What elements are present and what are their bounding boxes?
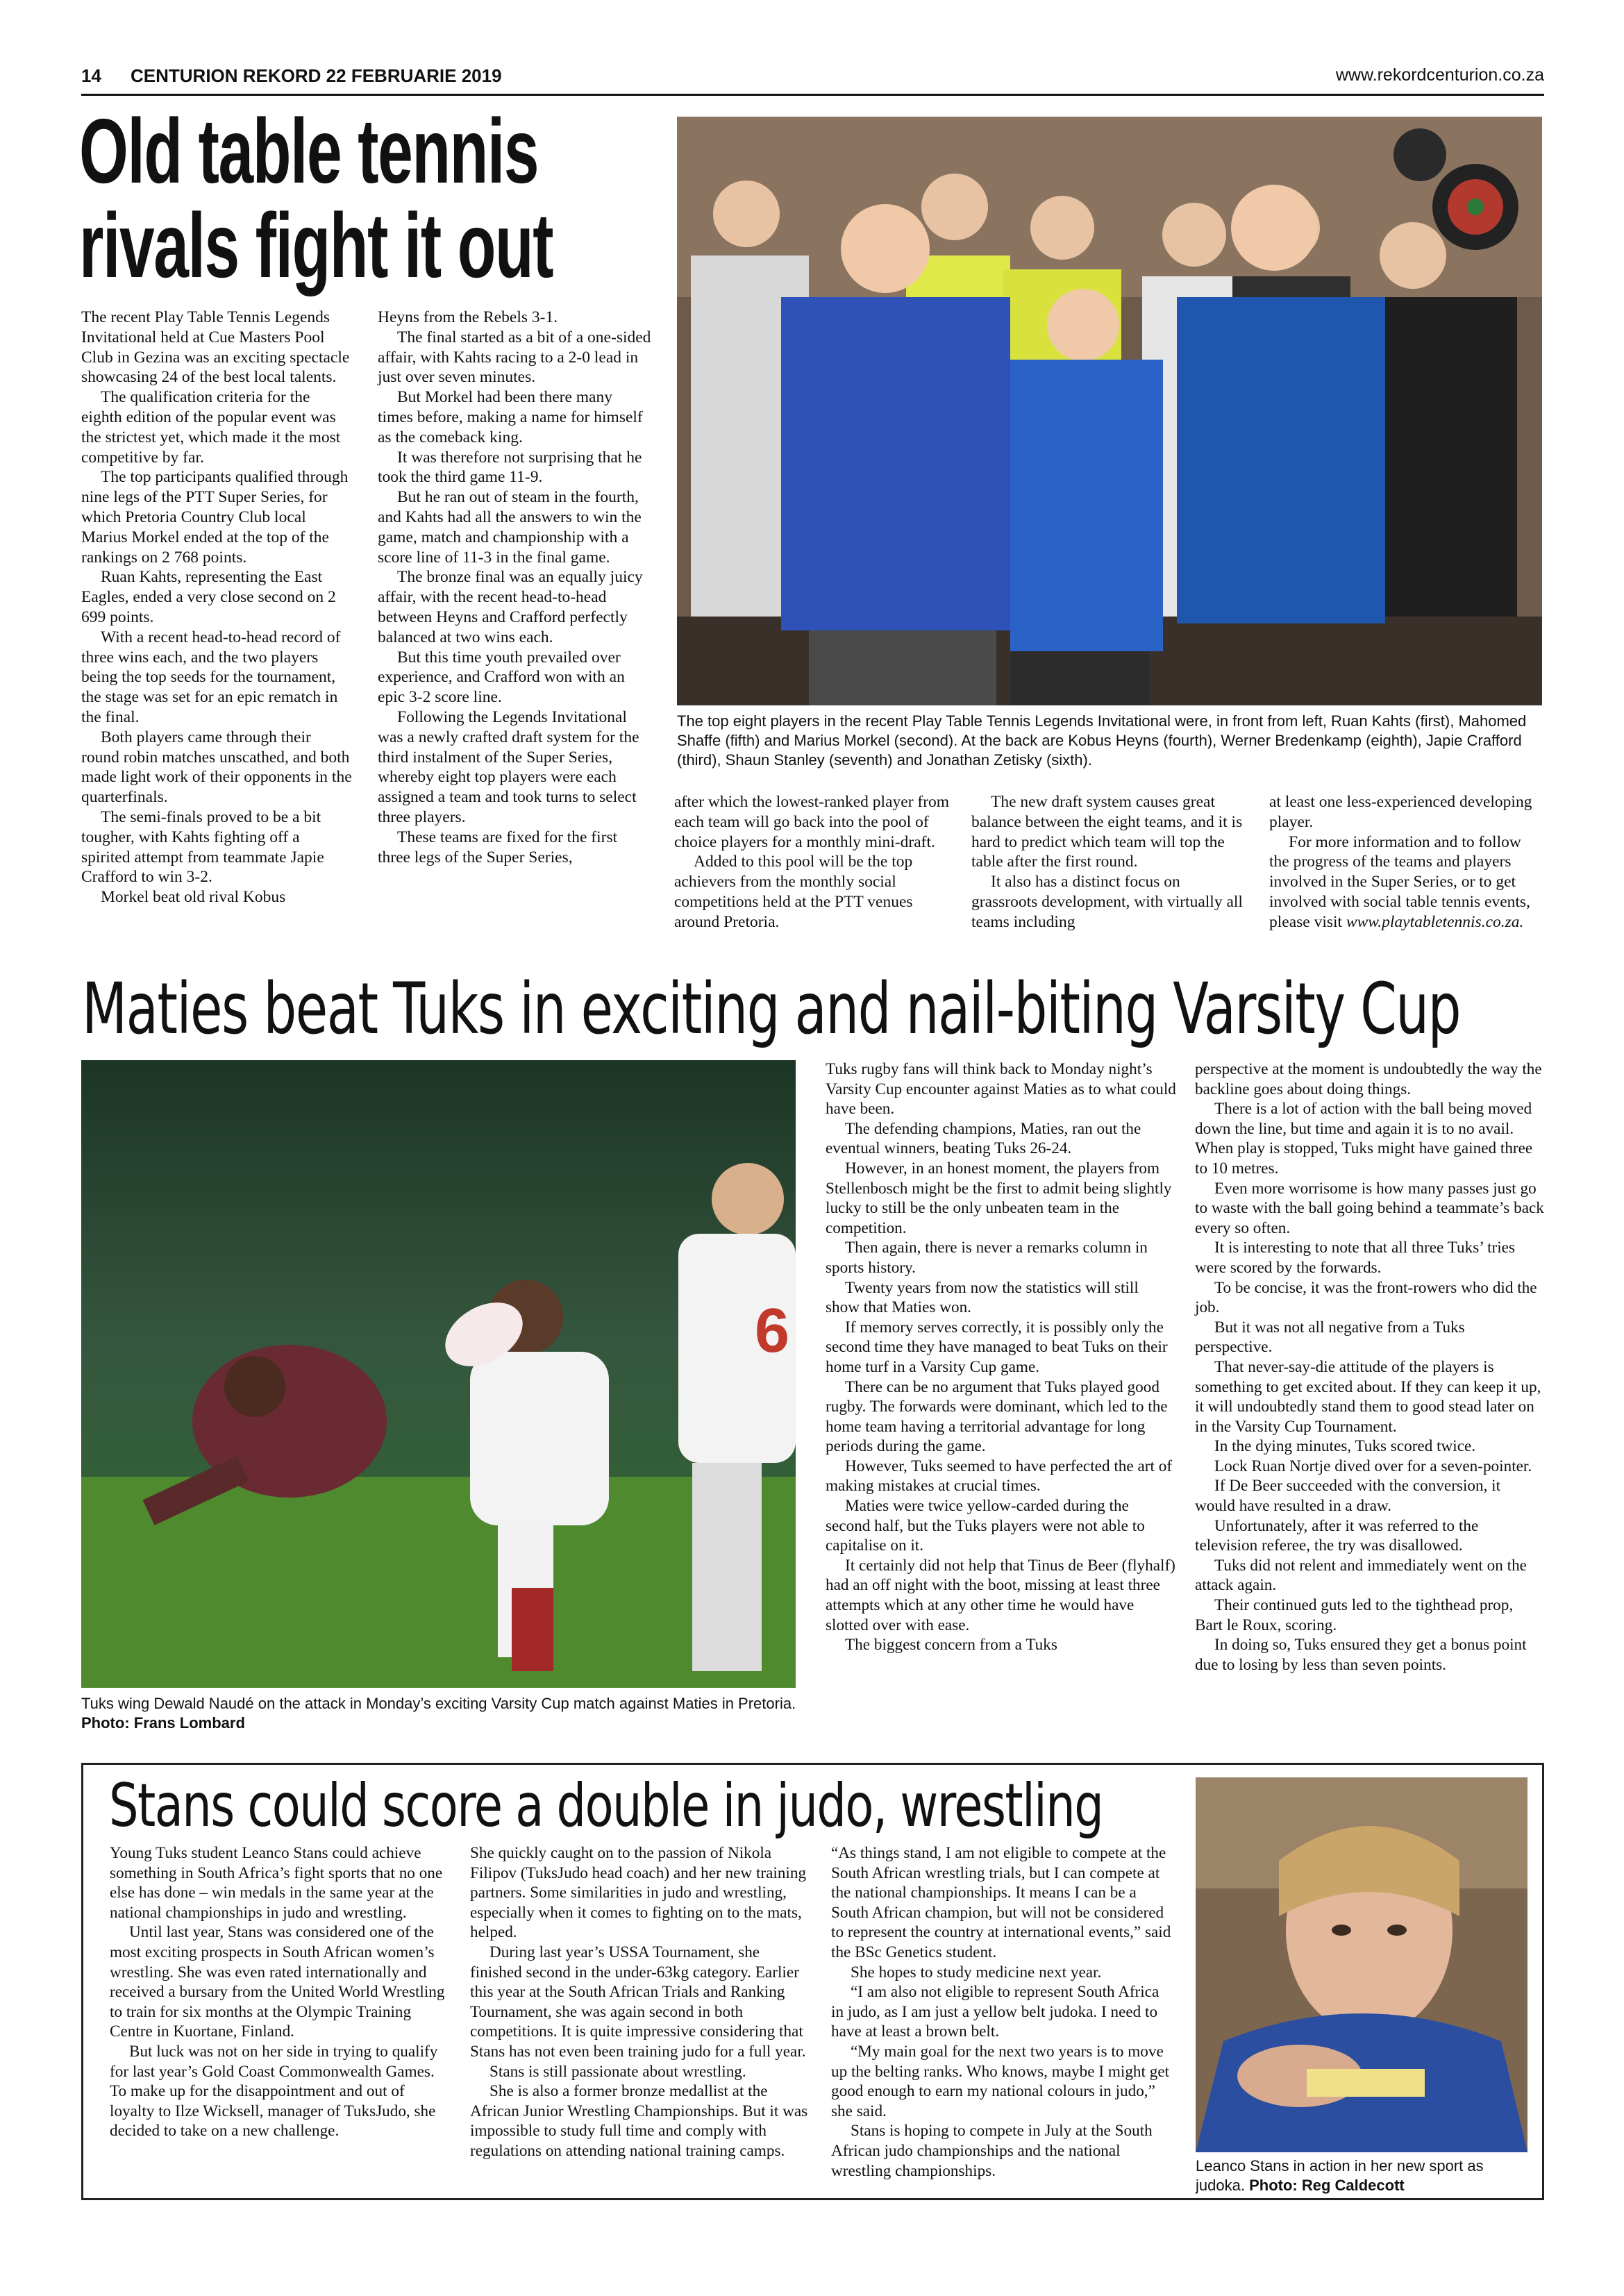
caption-text: Tuks wing Dewald Naudé on the attack in Monday’s exciting Varsity Cup match against Maties in Pretoria. <box>81 1695 796 1712</box>
story3-column-3 <box>831 1843 1175 2181</box>
paragraph: Ruan Kahts, representing the East Eagles, ended a very close second on 2 699 points. <box>81 568 336 626</box>
paragraph: That never-say-die attitude of the players is something to get excited about. If they can keep it up, it will undoubtedly stand them to good stead later on in the Varsity Cup Tournament. <box>1195 1357 1541 1436</box>
paragraph: Both players came through their round robin matches unscathed, and both made light work of their opponents in the quarterfinals. <box>81 728 352 807</box>
paragraph-text: For more information and to follow the progress of the teams and players involved in the Super Series, or to get involved with social table tennis events, please visit <box>1269 832 1530 931</box>
photo-credit: Photo: Frans Lombard <box>81 1714 245 1732</box>
story2-headline: Maties beat Tuks in exciting and nail-biting Varsity Cup <box>82 968 1461 1050</box>
story1-headline <box>79 100 678 296</box>
story1-column-1 <box>81 308 352 907</box>
playtabletennis-link[interactable]: www.playtabletennis.co.za. <box>1346 912 1524 931</box>
paragraph: The qualification criteria for the eighth edition of the popular event was the strictest yet, which made it the most competitive by far. <box>81 388 341 467</box>
paragraph <box>1269 832 1544 932</box>
paragraph: Until last year, Stans was considered one of the most exciting prospects in South African women’s wrestling. She was even rated internationally and received a bursary from the United World Wrestling to train for six months at the Olympic Training Centre in Kuortane, Finland. <box>110 1923 445 2041</box>
paragraph: Following the Legends Invitational was a newly crafted draft system for the third instalment of the Super Series, whereby eight top players were each assigned a team and took turns to select three players. <box>378 707 639 826</box>
paragraph: The final started as a bit of a one-sided affair, with Kahts racing to a 2-0 lead in just over seven minutes. <box>378 328 651 387</box>
paragraph: But this time youth prevailed over experience, and Crafford won with an epic 3-2 score line. <box>378 648 625 707</box>
paragraph: There is a lot of action with the ball being moved down the line, but time and again it is to no avail. When play is stopped, Tuks might have gained three to 10 metres. <box>1195 1100 1533 1178</box>
paragraph: During last year’s USSA Tournament, she finished second in the under-63kg category. Earlier this year at the South African Trials and Ranking Tournament, she was again second in both competitions. It is quite impressive considering that Stans has not even been training judo for a full year. <box>470 1943 806 2061</box>
paragraph: It also has a distinct focus on grassroots development, with virtually all teams including <box>971 873 1243 931</box>
paragraph: However, Tuks seemed to have perfected the art of making mistakes at crucial times. <box>826 1457 1173 1495</box>
paragraph: But Morkel had been there many times before, making a name for himself as the comeback king. <box>378 388 643 446</box>
story1-column-2 <box>378 308 651 867</box>
story1-column-3 <box>674 792 951 932</box>
story2-column-1 <box>826 1059 1176 1655</box>
paragraph: Heyns from the Rebels 3-1. <box>378 308 558 326</box>
paragraph: “As things stand, I am not eligible to compete at the South African wrestling trials, but I can compete at the national championships. It means I can be a South African champion, but will not be considered to represent the country at international events,” said the BSc Genetics student. <box>831 1844 1171 1961</box>
story3-headline: Stans could score a double in judo, wrestling <box>109 1771 1103 1841</box>
publication-title: CENTURION REKORD 22 FEBRUARIE 2019 <box>131 65 502 86</box>
paragraph: She is also a former bronze medallist at the African Junior Wrestling Championships. But it was impossible to study full time and comply with regulations on attending national training camps. <box>470 2082 808 2160</box>
paragraph: The defending champions, Maties, ran out the eventual winners, beating Tuks 26-24. <box>826 1119 1141 1158</box>
paragraph: Their continued guts led to the tighthead prop, Bart le Roux, scoring. <box>1195 1596 1514 1634</box>
photo-credit: Photo: Reg Caldecott <box>1249 2177 1405 2194</box>
paragraph: To be concise, it was the front-rowers who did the job. <box>1195 1278 1537 1317</box>
story1-column-5 <box>1269 792 1544 932</box>
caption-text: Leanco Stans in action in her new sport as judoka. <box>1196 2157 1484 2194</box>
story3-photo-caption <box>1196 2156 1522 2195</box>
paragraph: It is interesting to note that all three Tuks’ tries were scored by the forwards. <box>1195 1239 1515 1277</box>
paragraph: But luck was not on her side in trying to qualify for last year’s Gold Coast Commonwealth Games. To make up for the disappointment and out of loyalty to Ilze Wicksell, manager of TuksJudo, she decided to take on a new challenge. <box>110 2042 438 2140</box>
paragraph: The top participants qualified through nine legs of the PTT Super Series, for which Pretoria Country Club local Marius Morkel ended at the top of the rankings on 2 768 points. <box>81 468 349 567</box>
paragraph: In the dying minutes, Tuks scored twice. <box>1214 1437 1476 1456</box>
paragraph: “I am also not eligible to represent South Africa in judo, as I am just a yellow belt judoka. I need to have at least a brown belt. <box>831 1983 1160 2041</box>
paragraph: at least one less-experienced developing player. <box>1269 793 1532 831</box>
svg-text:6: 6 <box>755 1296 790 1366</box>
story2-photo-caption <box>81 1694 796 1733</box>
paragraph: Tuks did not relent and immediately went on the attack again. <box>1195 1556 1527 1595</box>
paragraph: Even more worrisome is how many passes just go to waste with the ball going behind a teammate’s back every so often. <box>1195 1179 1544 1237</box>
table-tennis-team-photo <box>677 117 1542 705</box>
paragraph: The semi-finals proved to be a bit tougher, with Kahts fighting off a spirited attempt from teammate Japie Crafford to win 3-2. <box>81 807 324 887</box>
paragraph: In doing so, Tuks ensured they get a bonus point due to losing by less than seven points. <box>1195 1636 1527 1674</box>
paragraph: perspective at the moment is undoubtedly the way the backline goes about doing things. <box>1195 1060 1542 1098</box>
paragraph: These teams are fixed for the first three legs of the Super Series, <box>378 828 618 866</box>
paragraph: There can be no argument that Tuks played good rugby. The forwards were dominant, which led to the home team having a territorial advantage for long periods during the game. <box>826 1377 1168 1456</box>
paragraph: Maties were twice yellow-carded during the second half, but the Tuks players were not able to capitalise on it. <box>826 1497 1145 1555</box>
story1-headline-line1: Old table tennis <box>79 100 539 202</box>
paragraph: after which the lowest-ranked player from each team will go back into the pool of choice players for a monthly mini-draft. <box>674 793 950 851</box>
paragraph: Young Tuks student Leanco Stans could achieve something in South Africa’s fight sports that no one else has done – win medals in the same year at the national championships in judo and wrestling. <box>110 1844 443 1922</box>
paragraph: She hopes to study medicine next year. <box>851 1963 1102 1981</box>
website-url[interactable]: www.rekordcenturion.co.za <box>1335 65 1544 85</box>
paragraph: Stans is still passionate about wrestling. <box>489 2062 746 2081</box>
paragraph: If De Beer succeeded with the conversion, it would have resulted in a draw. <box>1195 1477 1501 1516</box>
judo-athlete-photo <box>1196 1777 1527 2152</box>
page-number: 14 <box>81 65 101 86</box>
paragraph: With a recent head-to-head record of three wins each, and the two players being the top seeds for the tournament, the stage was set for an epic rematch in the final. <box>81 628 341 726</box>
paragraph: Then again, there is never a remarks column in sports history. <box>826 1239 1148 1277</box>
story3-column-1 <box>110 1843 450 2141</box>
paragraph: The recent Play Table Tennis Legends Invitational held at Cue Masters Pool Club in Gezina was an exciting spectacle showcasing 24 of the best local talents. <box>81 308 350 387</box>
story1-column-4 <box>971 792 1249 932</box>
paragraph: It certainly did not help that Tinus de Beer (flyhalf) had an off night with the boot, missing at least three attempts which at any other time he would have slotted over with ease. <box>826 1556 1175 1634</box>
paragraph: Added to this pool will be the top achievers from the monthly social competitions held at the PTT venues around Pretoria. <box>674 853 913 931</box>
story2-column-2 <box>1195 1059 1544 1675</box>
paragraph: Twenty years from now the statistics will still show that Maties won. <box>826 1278 1139 1317</box>
paragraph: Morkel beat old rival Kobus <box>101 888 286 907</box>
story1-photo-caption: The top eight players in the recent Play Table Tennis Legends Invitational were, in front from left, Ruan Kahts (first), Mahomed Shaffe (fifth) and Marius Morkel (second). At the back are Kobus Heyns (fourth), Werner Bredenkamp (eighth), Japie Crafford (third), Shaun Stanley (seventh) and Jonathan Zetisky (sixth). <box>677 712 1527 769</box>
paragraph: But it was not all negative from a Tuks perspective. <box>1195 1318 1465 1357</box>
paragraph: The bronze final was an equally juicy affair, with the recent head-to-head between Heyns and Crafford perfectly balanced at two wins each. <box>378 568 643 646</box>
paragraph: “My main goal for the next two years is to move up the belting ranks. Who knows, maybe I might get good enough to earn my national colours in judo,” she said. <box>831 2042 1170 2120</box>
paragraph: If memory serves correctly, it is possibly only the second time they have managed to beat Tuks on their home turf in a Varsity Cup game. <box>826 1318 1168 1376</box>
paragraph: Lock Ruan Nortje dived over for a seven-pointer. <box>1214 1457 1532 1475</box>
paragraph: She quickly caught on to the passion of Nikola Filipov (TuksJudo head coach) and her new training partners. Some similarities in judo and wrestling, especially when it comes to fighting on to the mats, helped. <box>470 1844 807 1942</box>
header-rule <box>81 94 1544 96</box>
paragraph: However, in an honest moment, the players from Stellenbosch might be the first to admit being slightly lucky to still be the only unbeaten team in the competition. <box>826 1159 1172 1237</box>
paragraph: Stans is hoping to compete in July at the South African judo championships and the national wrestling championships. <box>831 2122 1153 2180</box>
paragraph: It was therefore not surprising that he took the third game 11-9. <box>378 448 642 487</box>
rugby-action-photo <box>81 1060 796 1688</box>
paragraph: But he ran out of steam in the fourth, and Kahts had all the answers to win the game, match and championship with a score line of 11-3 in the final game. <box>378 488 642 567</box>
paragraph: The biggest concern from a Tuks <box>845 1636 1057 1654</box>
paragraph: The new draft system causes great balance between the eight teams, and it is hard to predict which team will top the table after the first round. <box>971 793 1243 871</box>
paragraph: Tuks rugby fans will think back to Monday night’s Varsity Cup encounter against Maties as to what could have been. <box>826 1060 1176 1118</box>
story3-column-2 <box>470 1843 810 2161</box>
paragraph: Unfortunately, after it was referred to the television referee, the try was disallowed. <box>1195 1516 1479 1555</box>
story1-headline-line2: rivals fight it out <box>79 194 553 296</box>
